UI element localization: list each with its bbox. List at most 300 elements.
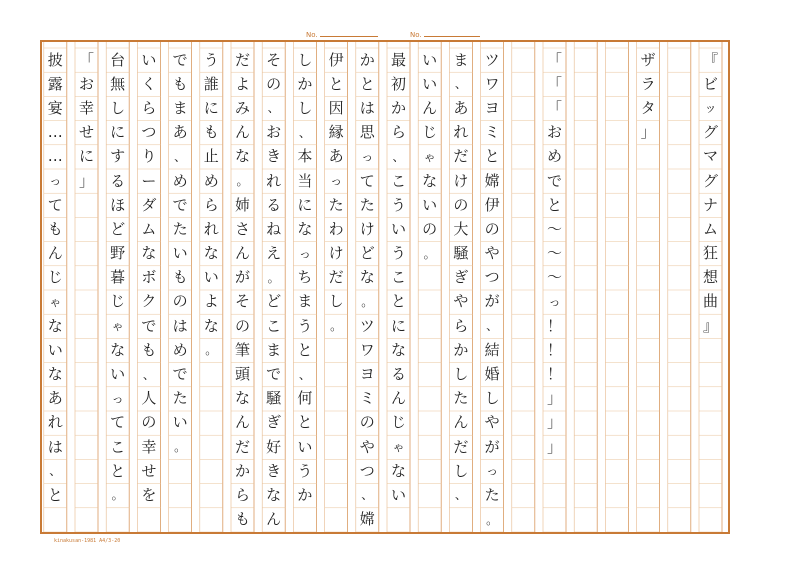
manuscript-char: く: [141, 74, 157, 93]
manuscript-char: て: [47, 195, 63, 214]
manuscript-char: も: [234, 510, 250, 529]
manuscript-char: 、: [298, 125, 311, 140]
manuscript-char: と: [328, 74, 344, 93]
manuscript-char: 無: [110, 74, 126, 93]
manuscript-char: し: [453, 461, 469, 480]
manuscript-char: き: [266, 147, 282, 166]
manuscript-char: も: [141, 340, 157, 359]
manuscript-char: も: [203, 123, 219, 142]
header-number-label: No.: [410, 31, 422, 39]
manuscript-char: ワ: [359, 340, 375, 359]
manuscript-char: か: [297, 485, 313, 504]
manuscript-char: こ: [266, 316, 282, 335]
manuscript-char: で: [546, 171, 562, 190]
manuscript-char: た: [484, 485, 500, 504]
manuscript-char: 幸: [78, 98, 94, 117]
manuscript-char: ん: [234, 123, 250, 142]
manuscript-char: ど: [266, 292, 282, 311]
manuscript-char: 台: [110, 50, 126, 69]
manuscript-char: 人: [141, 389, 157, 408]
manuscript-char: の: [234, 316, 250, 335]
header-number-line: [320, 35, 378, 37]
manuscript-char: て: [359, 171, 375, 190]
manuscript-char: ～: [546, 219, 562, 238]
header-number-right: [410, 27, 480, 39]
manuscript-char: い: [390, 219, 406, 238]
manuscript-char: ち: [297, 268, 313, 287]
manuscript-char: つ: [484, 268, 500, 287]
manuscript-char: 、: [454, 488, 467, 503]
manuscript-char: …: [47, 123, 63, 142]
manuscript-char: れ: [47, 413, 63, 432]
manuscript-char: や: [359, 437, 375, 456]
manuscript-char: し: [453, 365, 469, 384]
manuscript-char: 『: [702, 50, 718, 69]
manuscript-char: 「: [546, 74, 562, 93]
header-number-line: [424, 35, 480, 37]
manuscript-char: れ: [453, 123, 469, 142]
manuscript-char: 思: [359, 123, 375, 142]
manuscript-char: な: [266, 485, 282, 504]
manuscript-char: う: [390, 195, 406, 214]
manuscript-char: 止: [203, 147, 219, 166]
manuscript-char: 宴: [47, 98, 63, 117]
manuscript-char: か: [359, 50, 375, 69]
manuscript-char: ボ: [141, 268, 157, 287]
manuscript-char: さ: [234, 219, 250, 238]
manuscript-char: つ: [359, 461, 375, 480]
manuscript-char: 本: [297, 147, 313, 166]
manuscript-char: た: [328, 195, 344, 214]
manuscript-char: の: [359, 413, 375, 432]
manuscript-char: す: [110, 147, 126, 166]
manuscript-char: で: [172, 50, 188, 69]
manuscript-char: ま: [172, 98, 188, 117]
manuscript-char: ツ: [484, 50, 500, 69]
manuscript-char: 最: [390, 50, 406, 69]
manuscript-char: 」: [640, 123, 656, 142]
manuscript-char: り: [141, 147, 157, 166]
manuscript-column: [544, 48, 566, 459]
manuscript-char: と: [110, 461, 126, 480]
manuscript-char: グ: [702, 171, 718, 190]
manuscript-char: め: [172, 171, 188, 190]
manuscript-char: た: [453, 389, 469, 408]
manuscript-char: か: [390, 98, 406, 117]
manuscript-char: が: [484, 437, 500, 456]
manuscript-char: と: [47, 485, 63, 504]
manuscript-char: ら: [390, 123, 406, 142]
manuscript-char: や: [453, 292, 469, 311]
manuscript-char: っ: [361, 149, 374, 164]
manuscript-column: [169, 48, 191, 459]
manuscript-char: 、: [174, 149, 187, 164]
manuscript-char: い: [203, 268, 219, 287]
manuscript-char: な: [234, 389, 250, 408]
manuscript-char: ら: [203, 195, 219, 214]
manuscript-char: し: [328, 292, 344, 311]
manuscript-char: な: [390, 340, 406, 359]
manuscript-char: 因: [328, 98, 344, 117]
manuscript-char: ー: [141, 171, 157, 190]
manuscript-char: 、: [454, 77, 467, 92]
manuscript-char: ま: [297, 292, 313, 311]
manuscript-char: ゃ: [49, 294, 62, 309]
manuscript-char: し: [297, 50, 313, 69]
manuscript-char: た: [172, 389, 188, 408]
manuscript-char: し: [297, 98, 313, 117]
manuscript-char: 筆: [234, 340, 250, 359]
manuscript-char: 暮: [110, 268, 126, 287]
manuscript-char: い: [141, 50, 157, 69]
manuscript-char: っ: [49, 174, 62, 189]
manuscript-char: め: [203, 171, 219, 190]
manuscript-char: わ: [328, 219, 344, 238]
manuscript-column: [700, 48, 722, 338]
manuscript-char: い: [422, 50, 438, 69]
manuscript-char: こ: [110, 437, 126, 456]
manuscript-char: で: [266, 365, 282, 384]
paper-footer: kinakusan-1981 A4/3-20: [54, 538, 121, 544]
manuscript-char: 婚: [484, 365, 500, 384]
manuscript-char: じ: [47, 268, 63, 287]
manuscript-char: め: [172, 340, 188, 359]
manuscript-char: な: [203, 316, 219, 335]
manuscript-char: ま: [266, 340, 282, 359]
manuscript-char: れ: [266, 171, 282, 190]
manuscript-char: ど: [110, 219, 126, 238]
manuscript-char: こ: [390, 171, 406, 190]
manuscript-char: い: [297, 437, 313, 456]
manuscript-char: 。: [174, 440, 187, 455]
manuscript-char: み: [234, 98, 250, 117]
manuscript-char: 「: [546, 50, 562, 69]
manuscript-char: は: [47, 437, 63, 456]
manuscript-char: は: [359, 98, 375, 117]
manuscript-char: 、: [49, 464, 62, 479]
manuscript-char: ザ: [640, 50, 656, 69]
manuscript-char: た: [172, 219, 188, 238]
manuscript-char: ん: [234, 244, 250, 263]
manuscript-char: 。: [267, 270, 280, 285]
manuscript-char: 嫦: [359, 510, 375, 529]
manuscript-char: ゃ: [392, 440, 405, 455]
manuscript-char: に: [390, 316, 406, 335]
manuscript-char: な: [47, 316, 63, 335]
manuscript-char: 姉: [234, 195, 250, 214]
manuscript-column: [325, 48, 347, 338]
manuscript-char: ら: [141, 98, 157, 117]
manuscript-column: [294, 48, 316, 508]
manuscript-char: う: [390, 244, 406, 263]
manuscript-char: け: [359, 219, 375, 238]
manuscript-char: 伊: [484, 195, 500, 214]
manuscript-char: い: [422, 74, 438, 93]
manuscript-char: と: [297, 340, 313, 359]
manuscript-char: と: [484, 147, 500, 166]
manuscript-char: と: [359, 74, 375, 93]
manuscript-column: [200, 48, 222, 362]
manuscript-char: ゃ: [423, 149, 436, 164]
manuscript-char: ム: [141, 219, 157, 238]
manuscript-char: に: [297, 195, 313, 214]
manuscript-char: お: [266, 123, 282, 142]
manuscript-char: ビ: [702, 74, 718, 93]
manuscript-char: と: [390, 292, 406, 311]
manuscript-char: だ: [453, 437, 469, 456]
manuscript-char: ～: [546, 244, 562, 263]
manuscript-char: っ: [111, 391, 124, 406]
manuscript-char: 好: [266, 437, 282, 456]
manuscript-char: 大: [453, 219, 469, 238]
manuscript-char: ゃ: [111, 319, 124, 334]
manuscript-char: か: [234, 461, 250, 480]
manuscript-char: ワ: [484, 74, 500, 93]
manuscript-char: 、: [267, 101, 280, 116]
manuscript-char: ！: [546, 365, 562, 384]
manuscript-char: 「: [546, 98, 562, 117]
manuscript-char: し: [484, 389, 500, 408]
manuscript-char: る: [266, 195, 282, 214]
manuscript-char: ぎ: [266, 413, 282, 432]
manuscript-char: ミ: [359, 389, 375, 408]
manuscript-char: 、: [361, 488, 374, 503]
manuscript-char: 騒: [266, 389, 282, 408]
manuscript-column: [232, 48, 254, 532]
manuscript-char: ん: [266, 510, 282, 529]
manuscript-char: っ: [330, 174, 343, 189]
manuscript-char: 』: [702, 316, 718, 335]
manuscript-char: 」: [546, 437, 562, 456]
manuscript-char: な: [422, 171, 438, 190]
manuscript-char: ヨ: [359, 365, 375, 384]
manuscript-char: 、: [298, 367, 311, 382]
manuscript-char: い: [172, 413, 188, 432]
manuscript-char: 狂: [702, 244, 718, 263]
manuscript-char: 「: [78, 50, 94, 69]
manuscript-char: あ: [47, 389, 63, 408]
manuscript-char: も: [47, 219, 63, 238]
manuscript-char: な: [359, 268, 375, 287]
manuscript-column: [481, 48, 503, 532]
manuscript-char: ん: [453, 413, 469, 432]
manuscript-char: も: [172, 74, 188, 93]
manuscript-char: あ: [328, 147, 344, 166]
manuscript-char: の: [422, 219, 438, 238]
manuscript-char: ム: [702, 219, 718, 238]
manuscript-char: 。: [330, 319, 343, 334]
manuscript-char: た: [359, 195, 375, 214]
manuscript-char: い: [422, 195, 438, 214]
manuscript-char: ほ: [110, 195, 126, 214]
manuscript-char: 野: [110, 244, 126, 263]
manuscript-char: お: [546, 123, 562, 142]
manuscript-char: ミ: [484, 123, 500, 142]
header-number-left: [306, 27, 378, 39]
manuscript-char: 、: [392, 149, 405, 164]
manuscript-char: の: [266, 74, 282, 93]
manuscript-char: そ: [234, 292, 250, 311]
manuscript-char: に: [78, 147, 94, 166]
manuscript-column: [388, 48, 410, 508]
manuscript-char: と: [297, 413, 313, 432]
manuscript-char: こ: [390, 268, 406, 287]
manuscript-char: ク: [141, 292, 157, 311]
manuscript-char: な: [141, 244, 157, 263]
manuscript-char: 。: [236, 174, 249, 189]
manuscript-char: ら: [453, 316, 469, 335]
manuscript-column: [637, 48, 659, 145]
manuscript-char: ん: [47, 244, 63, 263]
manuscript-char: だ: [234, 437, 250, 456]
manuscript-char: な: [390, 461, 406, 480]
manuscript-char: 、: [142, 367, 155, 382]
manuscript-char: ダ: [141, 195, 157, 214]
manuscript-char: か: [453, 340, 469, 359]
manuscript-char: な: [297, 219, 313, 238]
manuscript-char: 。: [205, 343, 218, 358]
manuscript-char: る: [390, 365, 406, 384]
manuscript-char: に: [110, 123, 126, 142]
manuscript-char: 露: [47, 74, 63, 93]
manuscript-char: ど: [359, 244, 375, 263]
manuscript-char: ヨ: [484, 98, 500, 117]
manuscript-char: け: [328, 244, 344, 263]
manuscript-char: え: [266, 244, 282, 263]
manuscript-char: ま: [453, 50, 469, 69]
manuscript-char: の: [141, 413, 157, 432]
manuscript-char: じ: [390, 413, 406, 432]
manuscript-char: 初: [390, 74, 406, 93]
manuscript-char: じ: [422, 123, 438, 142]
manuscript-char: と: [546, 195, 562, 214]
manuscript-char: う: [297, 316, 313, 335]
manuscript-char: い: [390, 485, 406, 504]
manuscript-char: が: [234, 268, 250, 287]
manuscript-char: よ: [203, 292, 219, 311]
manuscript-char: グ: [702, 123, 718, 142]
manuscript-char: ！: [546, 316, 562, 335]
manuscript-char: ！: [546, 340, 562, 359]
manuscript-char: な: [47, 365, 63, 384]
manuscript-char: 誰: [203, 74, 219, 93]
manuscript-column: [356, 48, 378, 532]
manuscript-char: な: [234, 147, 250, 166]
manuscript-char: で: [172, 195, 188, 214]
manuscript-char: け: [453, 171, 469, 190]
manuscript-char: ん: [422, 98, 438, 117]
manuscript-column: [138, 48, 160, 508]
manuscript-char: 、: [486, 319, 499, 334]
manuscript-char: つ: [141, 123, 157, 142]
manuscript-column: [450, 48, 472, 508]
manuscript-char: ん: [234, 413, 250, 432]
manuscript-char: で: [172, 365, 188, 384]
manuscript-char: せ: [141, 461, 157, 480]
manuscript-char: に: [203, 98, 219, 117]
manuscript-char: 。: [361, 294, 374, 309]
manuscript-char: マ: [702, 147, 718, 166]
manuscript-char: で: [141, 316, 157, 335]
manuscript-char: …: [47, 147, 63, 166]
manuscript-char: だ: [328, 268, 344, 287]
manuscript-char: せ: [78, 123, 94, 142]
manuscript-char: 結: [484, 340, 500, 359]
header-number-label: No.: [306, 31, 318, 39]
manuscript-char: い: [172, 244, 188, 263]
manuscript-char: き: [266, 461, 282, 480]
manuscript-column: [76, 48, 98, 193]
manuscript-column: [107, 48, 129, 508]
manuscript-char: 。: [111, 488, 124, 503]
manuscript-char: 縁: [328, 123, 344, 142]
manuscript-char: 。: [486, 512, 499, 527]
manuscript-char: も: [172, 268, 188, 287]
manuscript-char: 伊: [328, 50, 344, 69]
manuscript-char: だ: [453, 147, 469, 166]
manuscript-char: お: [78, 74, 94, 93]
manuscript-char: ッ: [704, 101, 717, 116]
manuscript-char: な: [110, 340, 126, 359]
manuscript-char: は: [172, 316, 188, 335]
manuscript-char: 嫦: [484, 171, 500, 190]
manuscript-char: 」: [78, 171, 94, 190]
manuscript-char: の: [453, 195, 469, 214]
manuscript-char: だ: [234, 50, 250, 69]
manuscript-char: が: [484, 292, 500, 311]
manuscript-char: ナ: [702, 195, 718, 214]
manuscript-char: 」: [546, 389, 562, 408]
manuscript-char: よ: [234, 74, 250, 93]
manuscript-char: ～: [546, 268, 562, 287]
manuscript-char: タ: [640, 98, 656, 117]
manuscript-char: や: [484, 244, 500, 263]
manuscript-column: [44, 48, 66, 508]
manuscript-char: の: [172, 292, 188, 311]
manuscript-char: か: [297, 74, 313, 93]
manuscript-char: め: [546, 147, 562, 166]
manuscript-char: ん: [390, 389, 406, 408]
manuscript-char: を: [141, 485, 157, 504]
manuscript-column: [419, 48, 441, 266]
manuscript-char: な: [203, 244, 219, 263]
manuscript-char: っ: [548, 294, 561, 309]
manuscript-char: 当: [297, 171, 313, 190]
manuscript-char: 」: [546, 413, 562, 432]
manuscript-char: そ: [266, 50, 282, 69]
manuscript-sheet: [40, 40, 730, 534]
manuscript-char: 何: [297, 389, 313, 408]
manuscript-char: っ: [298, 246, 311, 261]
manuscript-char: 。: [423, 246, 436, 261]
manuscript-char: し: [110, 98, 126, 117]
manuscript-char: っ: [486, 464, 499, 479]
manuscript-char: 披: [47, 50, 63, 69]
manuscript-char: ラ: [640, 74, 656, 93]
manuscript-char: や: [484, 413, 500, 432]
manuscript-char: て: [110, 413, 126, 432]
manuscript-char: ぎ: [453, 268, 469, 287]
manuscript-column: [263, 48, 285, 532]
manuscript-char: う: [203, 50, 219, 69]
manuscript-char: 曲: [702, 292, 718, 311]
manuscript-char: 想: [702, 268, 718, 287]
manuscript-char: ね: [266, 219, 282, 238]
manuscript-char: 騒: [453, 244, 469, 263]
manuscript-char: 頭: [234, 365, 250, 384]
manuscript-char: ツ: [359, 316, 375, 335]
manuscript-char: い: [110, 365, 126, 384]
